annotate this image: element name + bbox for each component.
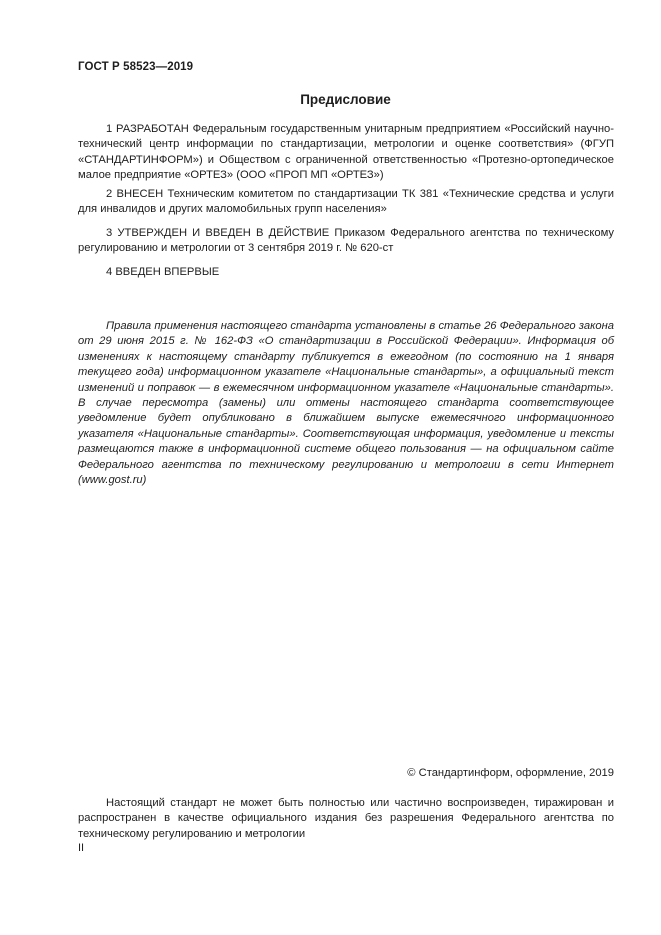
reproduction-notice: Настоящий стандарт не может быть полностью или частично воспроизведен, тиражирован и распространен в качестве официального издания без разрешения Федерального агентства по техническому регулированию и метрологии xyxy=(78,797,614,840)
foreword-item-developed: 1 РАЗРАБОТАН Федеральным государственным унитарным предприятием «Российский научно-технический центр информации по стандартизации, метрологии и оценке соответствия» (ФГУП «СТАНДАРТИНФОРМ») и Обществом с ограниченной ответственностью «Протезно-ортопедическое малое предприятие «ОРТЕЗ» (ООО «ПРОП МП «ОРТЕЗ») xyxy=(78,123,614,182)
copyright-notice: © Стандартинформ, оформление, 2019 xyxy=(407,767,614,779)
page-number: II xyxy=(78,842,85,854)
application-rules-notice: Правила применения настоящего стандарта установлены в статье 26 Федерального закона от 29 июня 2015 г. № 162-ФЗ «О стандартизации в Российской Федерации». Информация об изменениях к настоящему стандарту публикуется в ежегодном (по состоянию на 1 января текущего года) информационном указателе «Национальные стандарты», а официальный текст изменений и поправок — в ежемесячном информационном указателе «Национальные стандарты». В случае пересмотра (замены) или отмены настоящего стандарта соответствующее уведомление будет опубликовано в ближайшем выпуске ежемесячного информационного указателя «Национальные стандарты». Соответствующая информация, уведомление и тексты размещаются также в информационной системе общего пользования — на официальном сайте Федерального агентства по техническому регулированию и метрологии в сети Интернет (www.gost.ru) xyxy=(78,320,614,487)
foreword-title: Предисловие xyxy=(300,92,391,107)
foreword-item-submitted: 2 ВНЕСЕН Техническим комитетом по стандартизации ТК 381 «Технические средства и услуги для инвалидов и других маломобильных групп населения» xyxy=(78,188,614,216)
foreword-item-approved: 3 УТВЕРЖДЕН И ВВЕДЕН В ДЕЙСТВИЕ Приказом Федерального агентства по техническому регулированию и метрологии от 3 сентября 2019 г. № 620-ст xyxy=(78,227,614,255)
document-code: ГОСТ Р 58523—2019 xyxy=(78,61,194,73)
foreword-item-introduced: 4 ВВЕДЕН ВПЕРВЫЕ xyxy=(106,266,220,278)
